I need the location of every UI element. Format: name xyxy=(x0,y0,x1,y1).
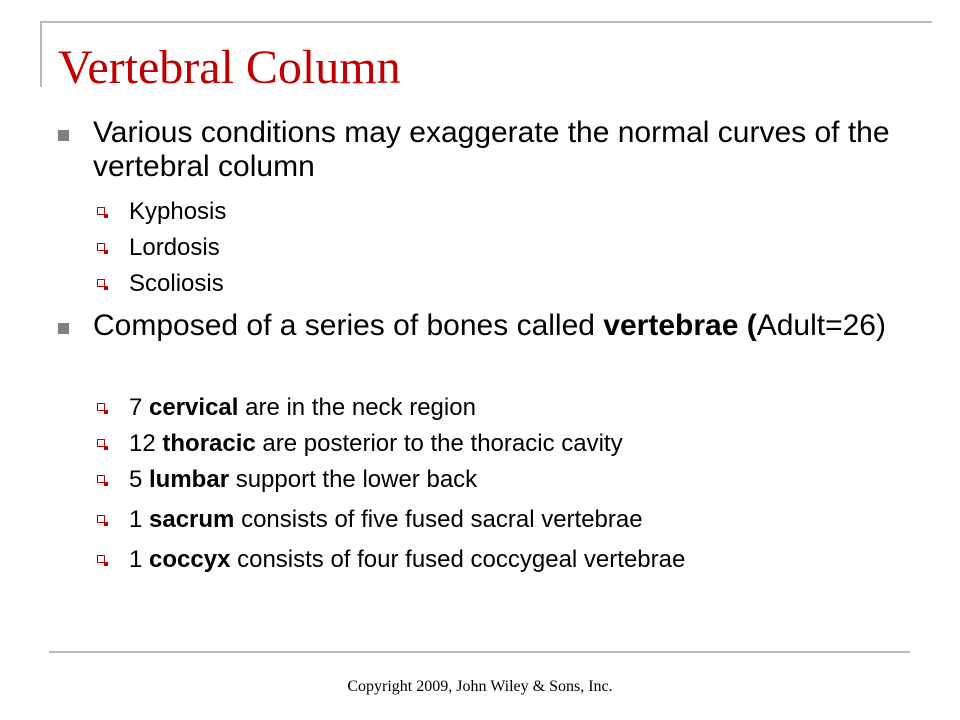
sub-bullet-text xyxy=(129,394,476,422)
count: 7 xyxy=(129,394,150,421)
hollow-square-bullet-icon xyxy=(97,439,105,447)
hollow-square-bullet-icon xyxy=(97,515,105,523)
copyright-footer: Copyright 2009, John Wiley & Sons, Inc. xyxy=(347,678,613,695)
term: thoracic xyxy=(162,430,256,457)
count: 5 xyxy=(129,466,150,493)
term: cervical xyxy=(149,394,239,421)
sub-bullet-thoracic xyxy=(97,430,917,462)
count: 1 xyxy=(129,546,150,573)
sub-bullet-text xyxy=(129,506,643,534)
footer-divider xyxy=(49,651,910,653)
slide-title: Vertebral Column xyxy=(58,41,401,94)
description: consists of four fused coccygeal vertebrae xyxy=(230,546,686,573)
sub-bullet-lumbar xyxy=(97,466,917,498)
sub-bullet-text: Scoliosis xyxy=(129,270,224,297)
count: 1 xyxy=(129,506,150,533)
sub-bullet-scoliosis xyxy=(97,270,917,302)
bullet-text xyxy=(93,309,918,343)
sub-bullet-text: Kyphosis xyxy=(129,198,227,225)
sub-bullet-text: Lordosis xyxy=(129,234,220,261)
sub-bullet-text xyxy=(129,546,685,574)
description: are in the neck region xyxy=(238,394,476,421)
frame-left-line xyxy=(40,21,42,87)
term: coccyx xyxy=(149,546,231,573)
sub-bullet-sacrum xyxy=(97,506,917,538)
bullet-vertebrae xyxy=(58,309,918,343)
sub-bullet-text xyxy=(129,466,477,494)
sub-bullet-coccyx xyxy=(97,546,917,578)
hollow-square-bullet-icon xyxy=(97,279,105,287)
sub-bullet-lordosis xyxy=(97,234,917,266)
frame-top-line xyxy=(40,21,932,23)
sub-bullet-kyphosis xyxy=(97,198,917,230)
bullet-text: Various conditions may exaggerate the normal curves of the vertebral column xyxy=(93,116,890,183)
description: consists of five fused sacral vertebrae xyxy=(234,506,643,533)
hollow-square-bullet-icon xyxy=(97,207,105,215)
description: are posterior to the thoracic cavity xyxy=(255,430,623,457)
hollow-square-bullet-icon xyxy=(97,475,105,483)
sub-bullet-cervical xyxy=(97,394,917,426)
bullet-conditions xyxy=(58,116,918,184)
square-bullet-icon xyxy=(58,323,69,334)
bullet-text-suffix: Adult=26) xyxy=(756,309,886,342)
count: 12 xyxy=(129,430,163,457)
term: lumbar xyxy=(149,466,230,493)
bullet-text-paren: ( xyxy=(738,309,757,342)
hollow-square-bullet-icon xyxy=(97,555,105,563)
square-bullet-icon xyxy=(58,130,69,141)
description: support the lower back xyxy=(229,466,478,493)
hollow-square-bullet-icon xyxy=(97,403,105,411)
hollow-square-bullet-icon xyxy=(97,243,105,251)
bullet-text-bold: vertebrae xyxy=(603,309,739,342)
term: sacrum xyxy=(149,506,235,533)
bullet-text-prefix: Composed of a series of bones called xyxy=(93,309,604,342)
sub-bullet-text xyxy=(129,430,623,458)
